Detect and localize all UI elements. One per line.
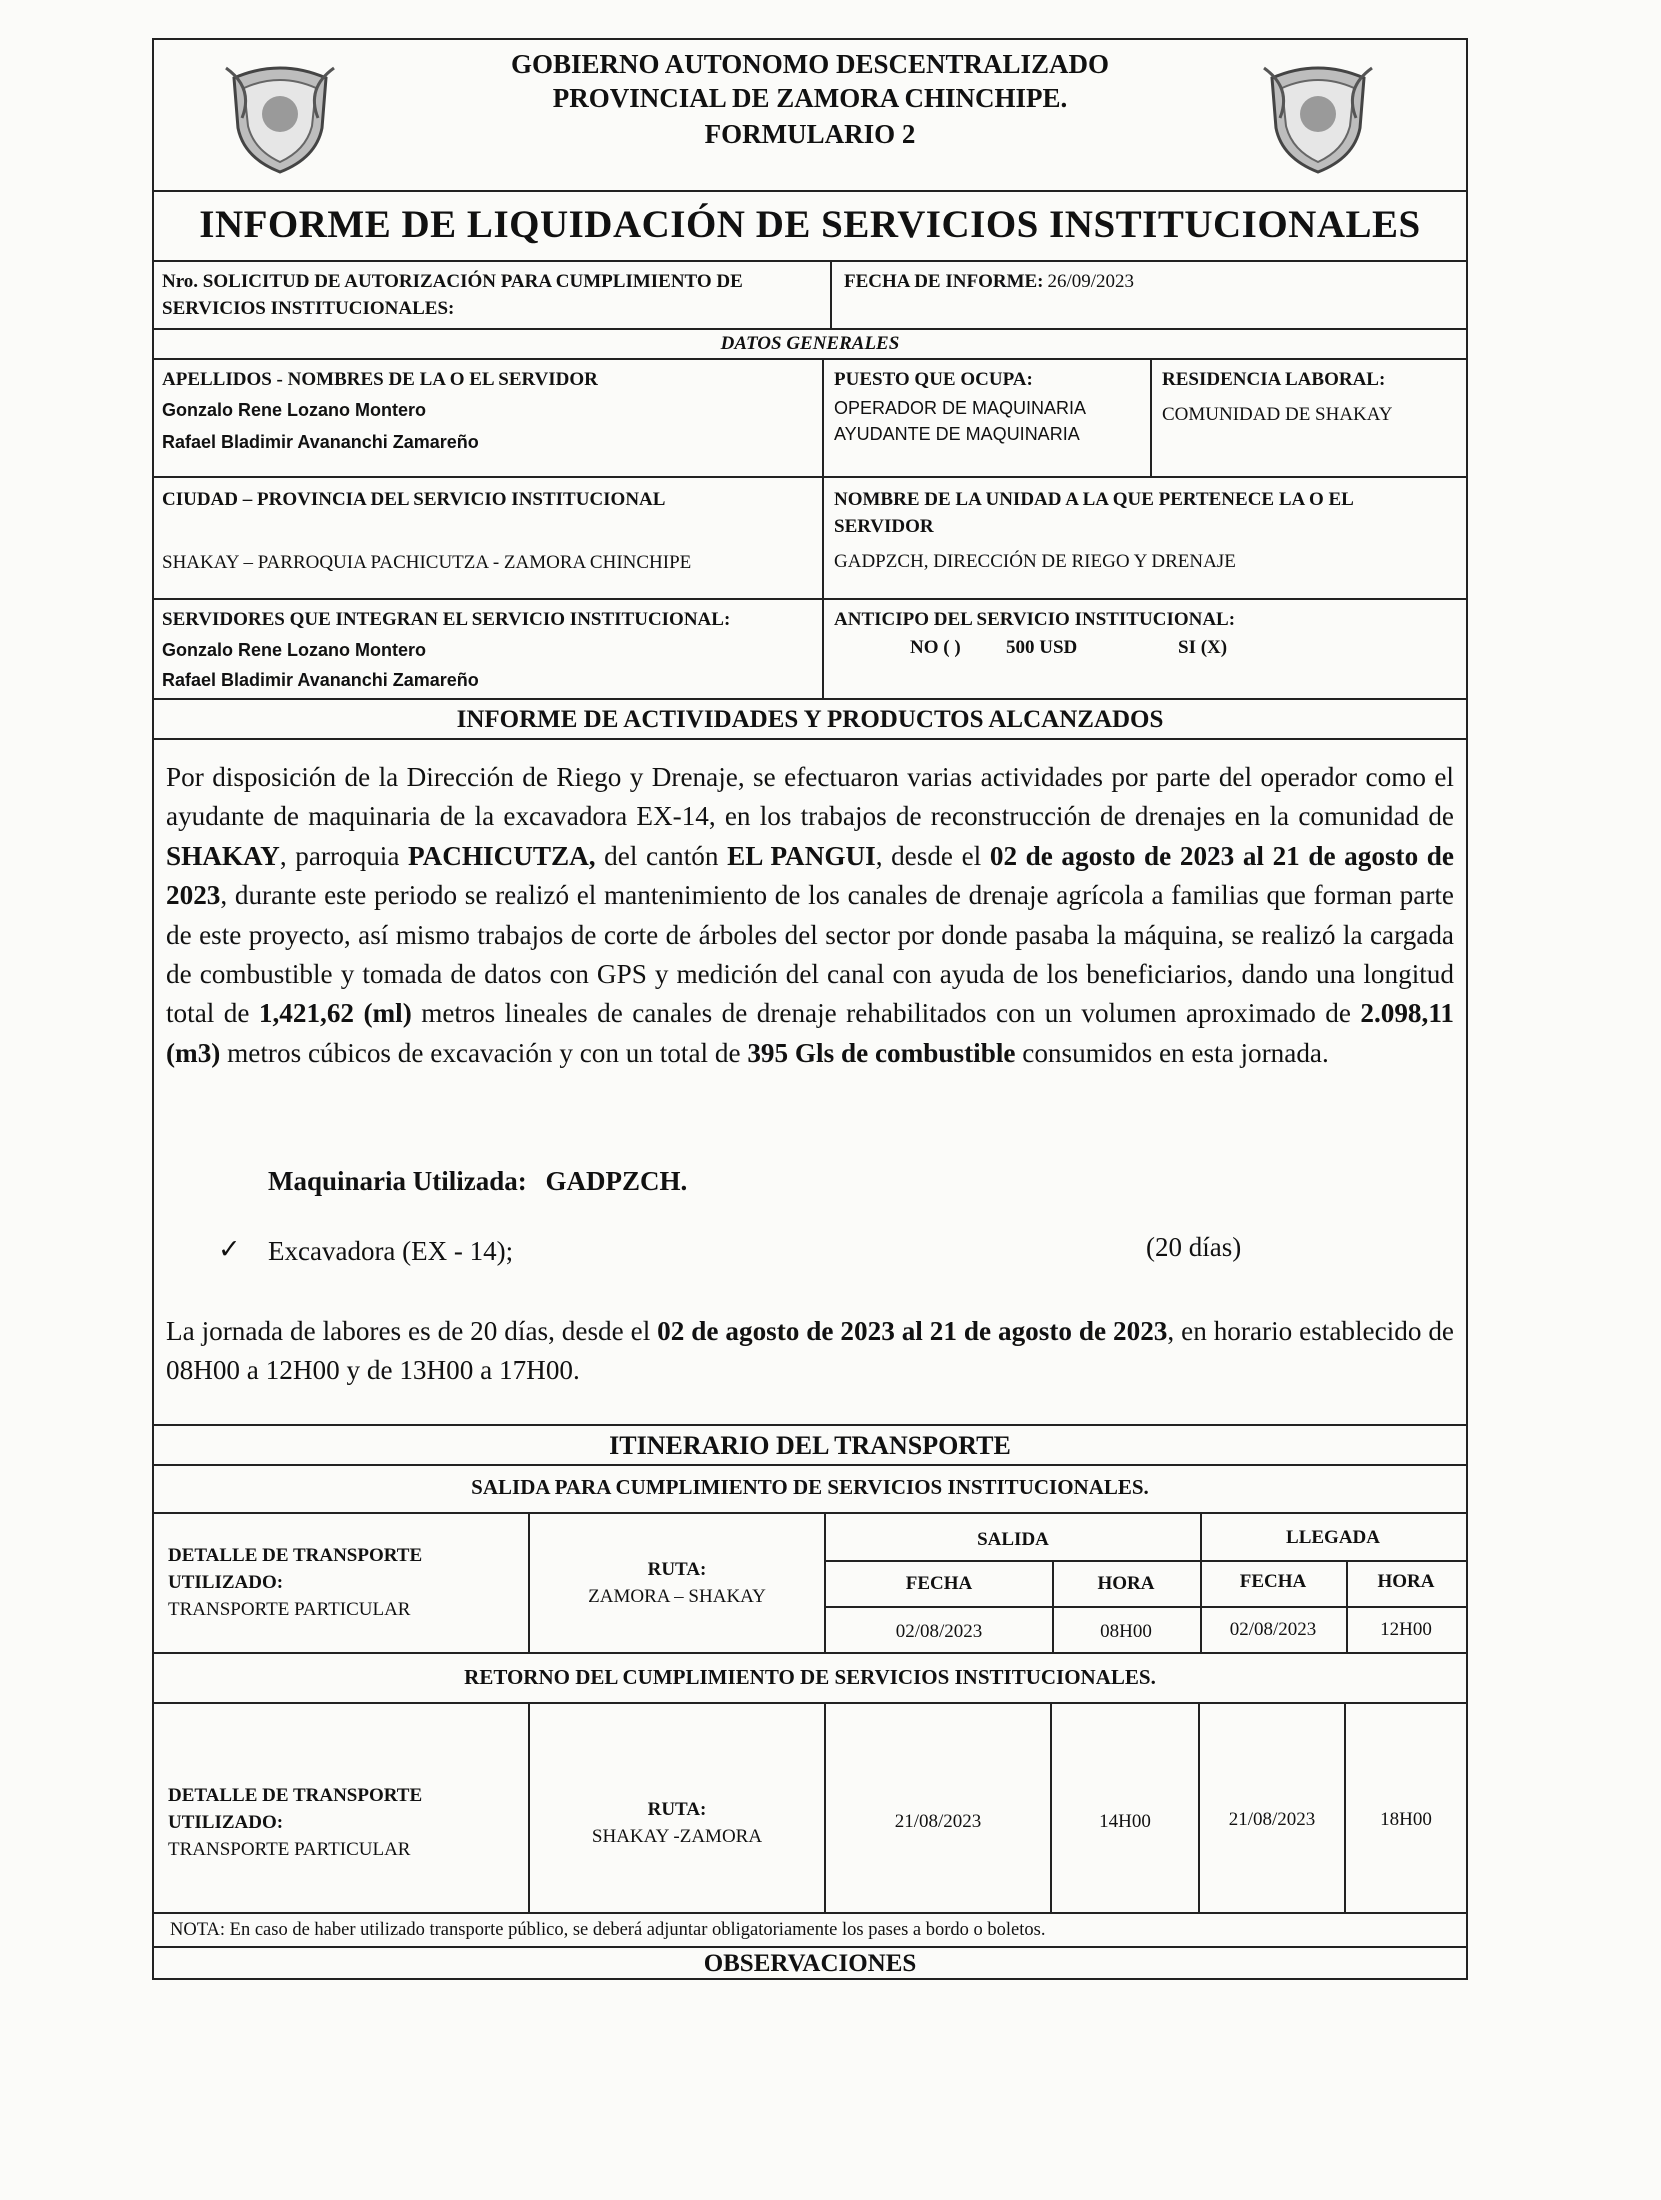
departure-detail-cell [154, 1514, 528, 1652]
arr-hora-header: HORA [1377, 1571, 1435, 1592]
dep-fecha-header: FECHA [905, 1573, 973, 1594]
departure-route-cell [528, 1514, 824, 1652]
departure-route-value: ZAMORA – SHAKAY [588, 1586, 766, 1607]
schedule-text-1: La jornada de labores es de 20 días, desde el [166, 1316, 658, 1346]
work-period: 02 de agosto de 2023 al 21 de agosto de 2023 [166, 840, 1454, 911]
names-row [154, 360, 1466, 478]
residence-value: COMUNIDAD DE SHAKAY [1162, 404, 1393, 425]
activities-text-8: consumidos en esta jornada. [1015, 1037, 1329, 1068]
title-row [154, 192, 1466, 262]
arr-date-back: 21/08/2023 [1228, 1809, 1316, 1830]
return-route-value: SHAKAY -ZAMORA [591, 1826, 763, 1847]
arr-date-out: 02/08/2023 [1229, 1619, 1317, 1640]
note-row [154, 1914, 1466, 1948]
machinery-line [268, 1166, 687, 1197]
return-detail-label-2: UTILIZADO: [168, 1812, 284, 1833]
check-icon: ✓ [218, 1234, 241, 1264]
servers-label: SERVIDORES QUE INTEGRAN EL SERVICIO INSTITUCIONAL: [162, 609, 731, 630]
departure-times-cell [824, 1514, 1466, 1652]
departure-route-label: RUTA: [647, 1559, 707, 1580]
dep-date-back: 21/08/2023 [894, 1811, 982, 1832]
name-2: Rafael Bladimir Avananchi Zamareño [162, 432, 479, 452]
canton-name: EL PANGUI [727, 840, 876, 871]
activities-text-3: del cantón [595, 840, 728, 871]
dep-hora-header: HORA [1097, 1573, 1155, 1594]
transport-title-row [154, 1424, 1466, 1466]
city-value: SHAKAY – PARROQUIA PACHICUTZA - ZAMORA CHINCHIPE [162, 552, 692, 573]
position-label: PUESTO QUE OCUPA: [834, 369, 1033, 390]
residence-cell [1150, 360, 1466, 476]
names-label: APELLIDOS - NOMBRES DE LA O EL SERVIDOR [162, 369, 598, 390]
salida-header: SALIDA [977, 1529, 1049, 1550]
return-dep-time-cell [1050, 1704, 1198, 1912]
activities-text-4: , desde el [875, 840, 990, 871]
departure-title: SALIDA PARA CUMPLIMIENTO DE SERVICIOS INSTITUCIONALES. [471, 1475, 1149, 1499]
servers-cell [154, 600, 822, 698]
machinery-owner: GADPZCH. [545, 1166, 688, 1196]
form-number: FORMULARIO 2 [704, 119, 916, 149]
unit-value: GADPZCH, DIRECCIÓN DE RIEGO Y DRENAJE [834, 551, 1236, 572]
activities-title-row [154, 700, 1466, 740]
page-title: INFORME DE LIQUIDACIÓN DE SERVICIOS INSTITUCIONALES [199, 203, 1421, 246]
return-detail-value: TRANSPORTE PARTICULAR [168, 1839, 411, 1860]
community-name: SHAKAY [166, 840, 280, 871]
city-cell [154, 478, 822, 598]
position-1: OPERADOR DE MAQUINARIA [834, 398, 1087, 418]
return-title-row [154, 1654, 1466, 1704]
schedule-text-2: , en horario establecido de 08H00 a 12H00 y de 13H00 a 17H00. [166, 1316, 1454, 1386]
departure-detail-value: TRANSPORTE PARTICULAR [168, 1599, 411, 1620]
return-dep-date-cell [824, 1704, 1050, 1912]
schedule-period: 02 de agosto de 2023 al 21 de agosto de 2023 [657, 1316, 1168, 1346]
departure-row [154, 1514, 1466, 1654]
times-divider-mid [826, 1606, 1466, 1608]
return-route-label: RUTA: [647, 1799, 707, 1820]
return-title: RETORNO DEL CUMPLIMIENTO DE SERVICIOS INSTITUCIONALES. [464, 1665, 1156, 1689]
gov-line-2: PROVINCIAL DE ZAMORA CHINCHIPE. [552, 83, 1068, 113]
return-detail-cell [154, 1704, 528, 1912]
form-frame [152, 38, 1468, 1980]
request-row [154, 262, 1466, 330]
city-row [154, 478, 1466, 600]
arr-time-back: 18H00 [1380, 1809, 1432, 1830]
return-detail-label-1: DETALLE DE TRANSPORTE [168, 1785, 423, 1806]
return-arr-time-cell [1344, 1704, 1466, 1912]
return-route-cell [528, 1704, 824, 1912]
advance-cell [822, 600, 1466, 698]
report-date-cell [830, 262, 1466, 328]
schedule-paragraph [166, 1312, 1454, 1391]
position-2: AYUDANTE DE MAQUINARIA [834, 424, 1080, 444]
return-arr-date-cell [1198, 1704, 1344, 1912]
gov-line-1: GOBIERNO AUTONOMO DESCENTRALIZADO [510, 49, 1110, 79]
times-divider-top [826, 1560, 1466, 1562]
machine-days: (20 días) [1146, 1232, 1242, 1262]
parish-name: PACHICUTZA, [408, 840, 596, 871]
transport-note: NOTA: En caso de haber utilizado transporte público, se deberá adjuntar obligatoriamente los pases a bordo o boletos. [170, 1920, 1046, 1940]
server-2: Rafael Bladimir Avananchi Zamareño [162, 670, 479, 690]
return-row [154, 1704, 1466, 1914]
activities-paragraph [166, 758, 1454, 1073]
departure-detail-label-2: UTILIZADO: [168, 1572, 284, 1593]
names-cell [154, 360, 822, 476]
total-volume: 2.098,11 (m3) [166, 998, 1454, 1068]
machine-name: Excavadora (EX - 14); [268, 1236, 514, 1266]
report-date-value: 26/09/2023 [1047, 271, 1135, 292]
unit-cell [822, 478, 1466, 598]
observations-row [154, 1948, 1466, 1982]
servers-row [154, 600, 1466, 700]
general-data-title-row [154, 330, 1466, 360]
request-label-cell [154, 262, 830, 328]
activities-text-6: metros lineales de canales de drenaje rehabilitados con un volumen aproximado de [411, 998, 1361, 1029]
activities-text-2: , parroquia [279, 840, 409, 871]
arr-fecha-header: FECHA [1239, 1571, 1307, 1592]
total-length: 1,421,62 (ml) [258, 998, 412, 1029]
advance-no: NO ( ) [910, 637, 961, 658]
residence-label: RESIDENCIA LABORAL: [1162, 369, 1386, 390]
general-data-title: DATOS GENERALES [720, 333, 900, 354]
advance-label: ANTICIPO DEL SERVICIO INSTITUCIONAL: [834, 609, 1236, 630]
machinery-label: Maquinaria Utilizada: [268, 1166, 527, 1196]
llegada-header: LLEGADA [1286, 1527, 1380, 1548]
arr-time-out: 12H00 [1380, 1619, 1432, 1640]
city-label: CIUDAD – PROVINCIA DEL SERVICIO INSTITUCIONAL [162, 489, 666, 510]
advance-si: SI (X) [1178, 637, 1228, 658]
name-1: Gonzalo Rene Lozano Montero [162, 400, 426, 420]
dep-time-out: 08H00 [1100, 1621, 1152, 1642]
departure-title-row [154, 1466, 1466, 1514]
request-label: Nro. SOLICITUD DE AUTORIZACIÓN PARA CUMPLIMIENTO DE SERVICIOS INSTITUCIONALES: [162, 271, 743, 319]
observations-title: OBSERVACIONES [703, 1950, 917, 1977]
activities-text-7: metros cúbicos de excavación y con un total de [220, 1037, 748, 1068]
unit-label: NOMBRE DE LA UNIDAD A LA QUE PERTENECE LA O EL SERVIDOR [834, 489, 1353, 537]
header-block [154, 40, 1466, 192]
dep-date-out: 02/08/2023 [895, 1621, 983, 1642]
activities-text-5: , durante este periodo se realizó el mantenimiento de los canales de drenaje agrícola a familias que forman parte de este proyecto, así mismo trabajos de corte de árboles del sector por donde pasaba la máquina, se realizó la cargada de combustible y tomada de datos con GPS y medición del canal con ayuda de los beneficiarios, dando una longitud total de [166, 880, 1454, 1029]
report-date-label: FECHA DE INFORME: [844, 271, 1044, 292]
server-1: Gonzalo Rene Lozano Montero [162, 640, 426, 660]
advance-amount: 500 USD [1006, 637, 1078, 658]
total-fuel: 395 Gls de combustible [747, 1037, 1016, 1068]
departure-detail-label-1: DETALLE DE TRANSPORTE [168, 1545, 423, 1566]
activities-text-1: Por disposición de la Dirección de Riego y Drenaje, se efectuaron varias actividades por parte del operador como el ayudante de maquinaria de la excavadora EX-14, en los trabajos de reconstrucción de drenajes en la comunidad de [166, 762, 1454, 832]
dep-time-back: 14H00 [1099, 1811, 1151, 1832]
activities-title: INFORME DE ACTIVIDADES Y PRODUCTOS ALCANZADOS [456, 706, 1164, 733]
position-cell [822, 360, 1150, 476]
transport-title: ITINERARIO DEL TRANSPORTE [609, 1431, 1011, 1460]
